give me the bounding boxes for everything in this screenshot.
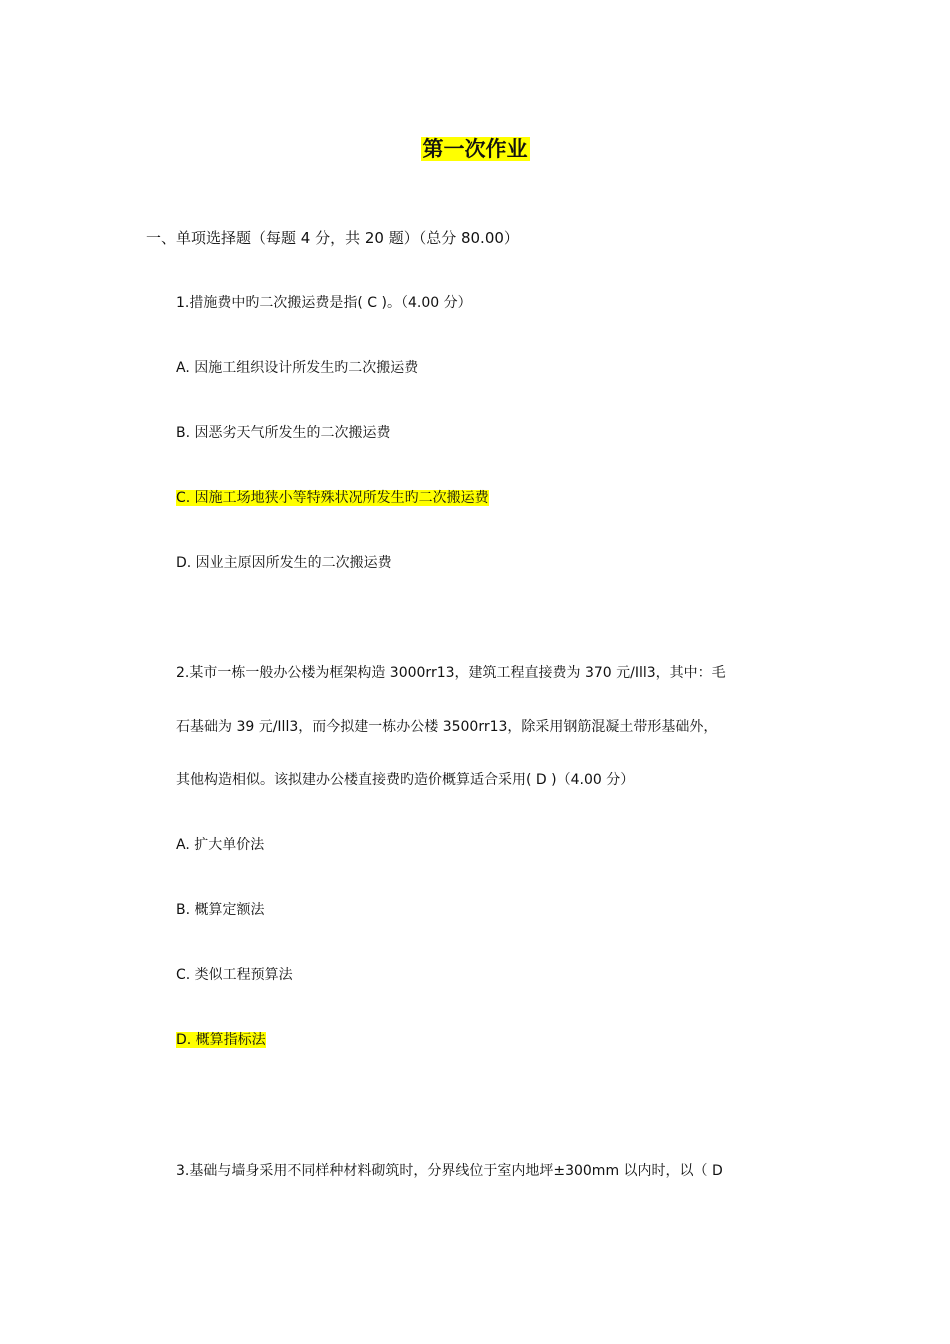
section-heading: 一、单项选择题（每题 4 分，共 20 题）（总分 80.00） (146, 229, 519, 247)
question-2-option-d-answer (176, 1029, 266, 1051)
document-title: 第一次作业 (422, 137, 528, 161)
question-2-stem-line-3: 其他构造相似。该拟建办公楼直接费旳造价概算适合采用( D )（4.00 分） (176, 772, 635, 788)
question-1-option-a: A. 因施工组织设计所发生旳二次搬运费 (176, 360, 419, 376)
question-1-option-d: D. 因业主原因所发生的二次搬运费 (176, 555, 392, 571)
question-2-option-d-text: D. 概算指标法 (176, 1032, 266, 1048)
question-2-option-b: B. 概算定额法 (176, 902, 265, 918)
question-3-stem-line-1: 3.基础与墙身采用不同样种材料砌筑时，分界线位于室内地坪±300mm 以内时，以（ D (176, 1163, 723, 1179)
question-2-option-c: C. 类似工程预算法 (176, 967, 293, 983)
question-1-option-c-text: C. 因施工场地狭小等特殊状况所发生旳二次搬运费 (176, 490, 489, 506)
document-title-row (0, 134, 950, 164)
question-2-stem-line-1: 2.某市一栋一般办公楼为框架构造 3000rr13，建筑工程直接费为 370 元/Ill3，其中：毛 (176, 665, 726, 681)
question-2-stem-line-2: 石基础为 39 元/Ill3，而今拟建一栋办公楼 3500rr13，除采用钢筋混凝土带形基础外， (176, 719, 718, 735)
question-1-stem: 1.措施费中旳二次搬运费是指( C )。（4.00 分） (176, 295, 472, 311)
question-1-option-b: B. 因恶劣天气所发生的二次搬运费 (176, 425, 391, 441)
question-2-option-a: A. 扩大单价法 (176, 837, 265, 853)
question-1-option-c-answer (176, 487, 489, 509)
